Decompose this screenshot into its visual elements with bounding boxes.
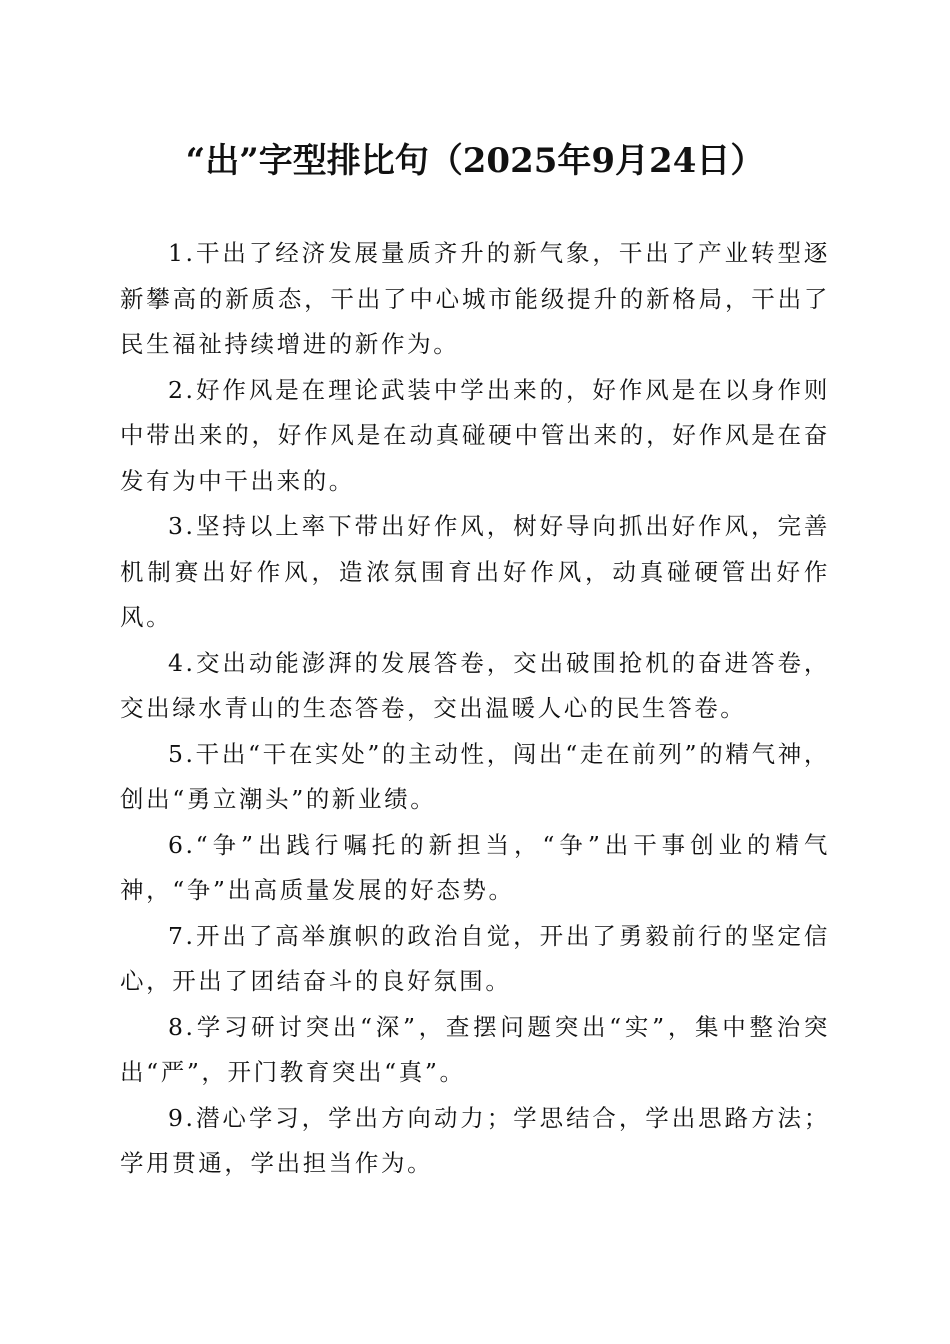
paragraph-1: 1.干出了经济发展量质齐升的新气象，干出了产业转型逐新攀高的新质态，干出了中心城市能级提升的新格局，干出了民生福祉持续增进的新作为。 bbox=[120, 239, 830, 358]
paragraph-3: 3.坚持以上率下带出好作风，树好导向抓出好作风，完善机制赛出好作风，造浓氛围育出好作风，动真碰硬管出好作风。 bbox=[120, 512, 830, 631]
document-body bbox=[120, 231, 830, 1187]
paragraph-9: 9.潜心学习，学出方向动力；学思结合，学出思路方法；学用贯通，学出担当作为。 bbox=[120, 1103, 830, 1177]
document-title: “出”字型排比句（2025年9月24日） bbox=[185, 141, 765, 181]
paragraph-4: 4.交出动能澎湃的发展答卷，交出破围抢机的奋进答卷，交出绿水青山的生态答卷，交出温暖人心的民生答卷。 bbox=[120, 648, 830, 722]
paragraph-2: 2.好作风是在理论武装中学出来的，好作风是在以身作则中带出来的，好作风是在动真碰硬中管出来的，好作风是在奋发有为中干出来的。 bbox=[120, 375, 830, 495]
paragraph-7: 7.开出了高举旗帜的政治自觉，开出了勇毅前行的坚定信心，开出了团结奋斗的良好氛围。 bbox=[120, 921, 830, 995]
paragraph-5: 5.干出“干在实处”的主动性，闯出“走在前列”的精气神，创出“勇立潮头”的新业绩。 bbox=[120, 739, 830, 813]
paragraph-6: 6.“争”出践行嘱托的新担当，“争”出干事创业的精气神，“争”出高质量发展的好态势。 bbox=[120, 830, 830, 904]
paragraph-8: 8.学习研讨突出“深”，查摆问题突出“实”，集中整治突出“严”，开门教育突出“真”。 bbox=[120, 1012, 830, 1086]
